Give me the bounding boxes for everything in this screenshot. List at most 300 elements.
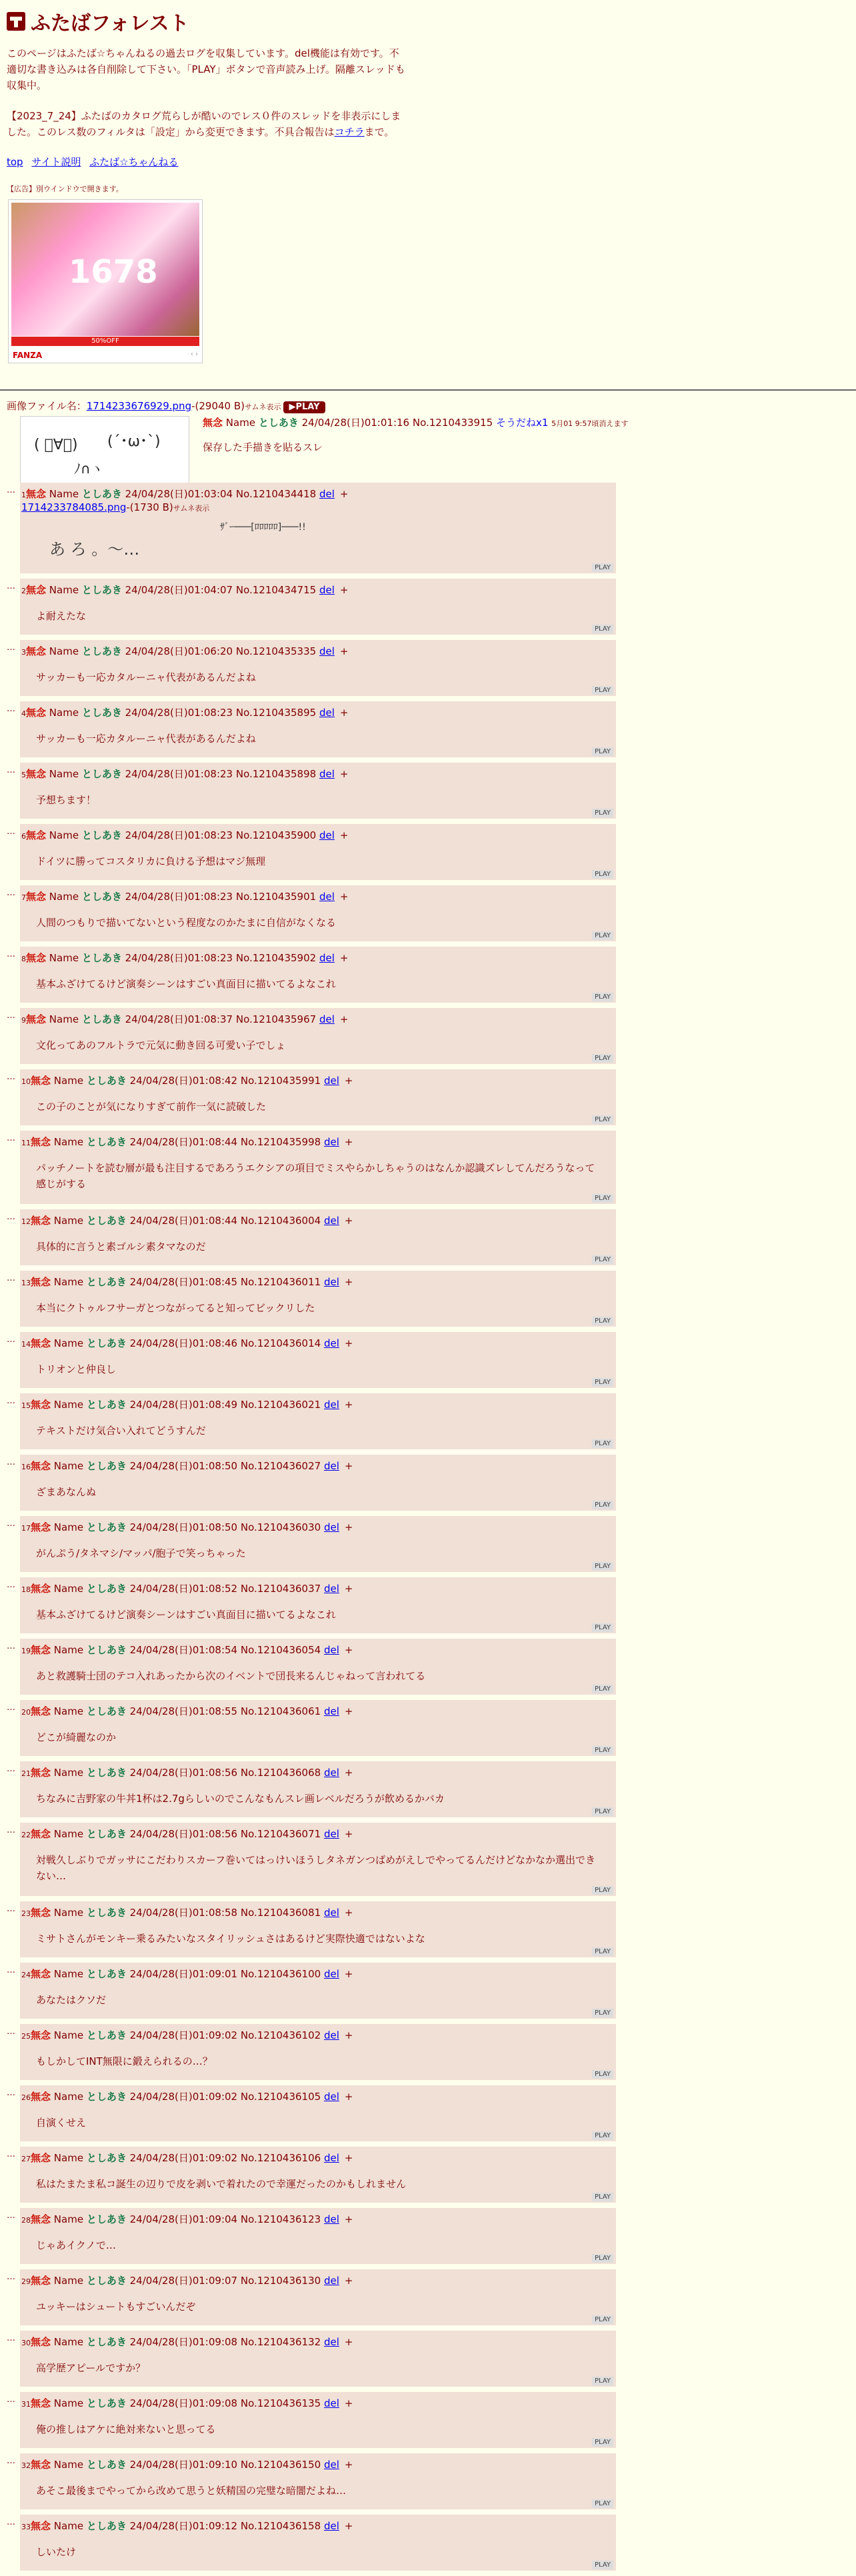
reply-number: 14: [21, 1340, 31, 1349]
reply-meta: [21, 2151, 353, 2165]
reply-play-button[interactable]: PLAY: [592, 2438, 613, 2447]
reply-datetime: 24/04/28(日)01:09:07 No.1210436130: [129, 2275, 321, 2287]
reply-number: 21: [21, 1769, 31, 1778]
reply-menu-icon[interactable]: …: [7, 1580, 15, 1590]
reply-menu-icon[interactable]: …: [7, 1641, 15, 1651]
reply-del-link[interactable]: del: [323, 2029, 339, 2041]
reply-subject: 無念: [31, 2275, 51, 2287]
reply-plus-button[interactable]: +: [344, 2029, 353, 2041]
reply-meta: [21, 1643, 353, 1657]
reply-name: としあき: [86, 1521, 127, 1533]
reply-subject: 無念: [31, 1276, 51, 1288]
reply-play-button[interactable]: PLAY: [592, 870, 613, 879]
reply-del-link[interactable]: del: [323, 2213, 339, 2225]
reply-datetime: 24/04/28(日)01:08:56 No.1210436071: [129, 1828, 321, 1840]
reply-plus-button[interactable]: +: [344, 2397, 353, 2409]
reply-del-link[interactable]: del: [319, 1013, 335, 1025]
reply-plus-button[interactable]: +: [344, 2336, 353, 2348]
reply-number: 30: [21, 2339, 31, 2347]
reply-name-label: Name: [53, 2213, 84, 2225]
reply-body: [20, 2453, 616, 2509]
reply-datetime: 24/04/28(日)01:08:45 No.1210436011: [129, 1276, 321, 1288]
reply-del-link[interactable]: del: [323, 2336, 339, 2348]
reply-datetime: 24/04/28(日)01:08:44 No.1210436004: [129, 1215, 321, 1227]
reply-menu-icon[interactable]: …: [7, 2333, 15, 2343]
reply-number: 29: [21, 2277, 31, 2286]
reply-play-button[interactable]: PLAY: [592, 2009, 613, 2017]
reply-datetime: 24/04/28(日)01:08:56 No.1210436068: [129, 1767, 321, 1779]
reply-del-link[interactable]: del: [323, 2152, 339, 2164]
reply-del-link[interactable]: del: [323, 1337, 339, 1349]
reply-name: としあき: [86, 2336, 127, 2348]
reply-plus-button[interactable]: +: [344, 1276, 353, 1288]
reply-datetime: 24/04/28(日)01:08:42 No.1210435991: [129, 1075, 321, 1087]
reply-del-link[interactable]: del: [323, 2520, 339, 2532]
reply-del-link[interactable]: del: [323, 1276, 339, 1288]
reply-play-button[interactable]: PLAY: [592, 1054, 613, 1063]
reply-row: [7, 1577, 616, 1633]
reply-plus-button[interactable]: +: [339, 488, 349, 500]
reply-datetime: 24/04/28(日)01:08:52 No.1210436037: [129, 1583, 321, 1595]
reply-name-label: Name: [53, 2029, 84, 2041]
reply-del-link[interactable]: del: [323, 1583, 339, 1595]
reply-row: [7, 701, 616, 757]
reply-del-link[interactable]: del: [323, 1399, 339, 1411]
reply-del-link[interactable]: del: [323, 2275, 339, 2287]
reply-name-label: Name: [53, 2152, 84, 2164]
reply-play-button[interactable]: PLAY: [592, 1886, 613, 1895]
reply-body: [20, 1455, 616, 1511]
reply-del-link[interactable]: del: [323, 1828, 339, 1840]
reply-number: 3: [21, 648, 26, 657]
reply-play-button[interactable]: PLAY: [592, 1807, 613, 1816]
reply-play-button[interactable]: PLAY: [592, 2499, 613, 2508]
reply-subject: 無念: [26, 952, 47, 964]
reply-datetime: 24/04/28(日)01:08:23 No.1210435895: [125, 707, 317, 719]
reply-menu-icon[interactable]: …: [7, 827, 15, 837]
reply-name-label: Name: [53, 1276, 84, 1288]
reply-message: よ耐えたな: [36, 610, 87, 622]
reply-subject: 無念: [26, 488, 47, 500]
reply-message: あと救護騎士団のテコ入れあったから次のイベントで団長来るんじゃねって言われてる: [36, 1670, 426, 1682]
reply-message: 本当にクトゥルフサーガとつながってると知ってビックリした: [36, 1302, 315, 1314]
reply-plus-button[interactable]: +: [339, 952, 349, 964]
reply-plus-button[interactable]: +: [344, 2520, 353, 2532]
reply-datetime: 24/04/28(日)01:09:08 No.1210436135: [129, 2397, 321, 2409]
reply-play-button[interactable]: PLAY: [592, 809, 613, 817]
reply-number: 18: [21, 1585, 31, 1594]
reply-del-link[interactable]: del: [319, 488, 335, 500]
reply-subject: 無念: [31, 1136, 51, 1148]
reply-plus-button[interactable]: +: [344, 1521, 353, 1533]
reply-number: 19: [21, 1647, 31, 1655]
reply-plus-button[interactable]: +: [344, 2459, 353, 2471]
reply-body: [20, 763, 616, 819]
reply-plus-button[interactable]: +: [344, 1215, 353, 1227]
reply-plus-button[interactable]: +: [344, 1399, 353, 1411]
reply-meta: [21, 1520, 353, 1534]
op-datetime: 24/04/28(日)01:01:16 No.1210433915: [301, 417, 493, 429]
reply-menu-icon[interactable]: …: [7, 2088, 15, 2098]
reply-message: ミサトさんがモンキー乗るみたいなスタイリッシュさはあるけど実際快適ではないよな: [36, 1933, 425, 1945]
reply-message: 予想ちます！: [36, 794, 97, 806]
reply-del-link[interactable]: del: [323, 2091, 339, 2103]
reply-play-button[interactable]: PLAY: [592, 1746, 613, 1755]
reply-menu-icon[interactable]: …: [7, 1212, 15, 1222]
reply-plus-button[interactable]: +: [344, 2275, 353, 2287]
reply-datetime: 24/04/28(日)01:08:23 No.1210435901: [125, 891, 317, 903]
reply-datetime: 24/04/28(日)01:09:12 No.1210436158: [129, 2520, 321, 2532]
reply-menu-icon[interactable]: …: [7, 2395, 15, 2405]
reply-subject: 無念: [26, 768, 47, 780]
reply-name: としあき: [86, 1767, 127, 1779]
reply-number: 11: [21, 1139, 31, 1147]
reply-number: 2: [21, 587, 26, 595]
reply-name: としあき: [81, 488, 122, 500]
reply-play-button[interactable]: PLAY: [592, 1317, 613, 1325]
reply-message: しいたけ: [36, 2546, 77, 2558]
reply-name: としあき: [86, 1907, 127, 1919]
reply-name-label: Name: [49, 829, 79, 841]
intro-text-2-prefix: 【2023_7_24】ふたばのカタログ荒らしが酷いのでレス０件のスレッドを非表示にしました。このレス数のフィルタは「設定」から変更できます。不具合報告は: [7, 110, 401, 138]
reply-menu-icon[interactable]: …: [7, 1904, 15, 1914]
reply-subject: 無念: [31, 1828, 51, 1840]
reply-row: [7, 824, 616, 880]
reply-name-label: Name: [53, 1644, 84, 1656]
reply-plus-button[interactable]: +: [339, 891, 349, 903]
intro-text-1: このページはふたば☆ちゃんねるの過去ログを収集しています。del機能は有効です。不適切な書き込みは各自削除して下さい。「PLAY」ボタンで音声読み上げ。隔離スレッドも収集中。: [7, 47, 405, 91]
reply-body: [20, 1577, 616, 1633]
reply-subject: 無念: [31, 1968, 51, 1980]
reply-name-label: Name: [53, 2275, 84, 2287]
reply-meta: [21, 1827, 353, 1841]
reply-plus-button[interactable]: +: [344, 1460, 353, 1472]
reply-body: [20, 2147, 616, 2203]
reply-play-button[interactable]: PLAY: [592, 625, 613, 633]
reply-name: としあき: [86, 2275, 127, 2287]
reply-plus-button[interactable]: +: [344, 1337, 353, 1349]
reply-play-button[interactable]: PLAY: [592, 2193, 613, 2201]
reply-menu-icon[interactable]: …: [7, 1965, 15, 1975]
reply-name-label: Name: [53, 1828, 84, 1840]
reply-row: [7, 1963, 616, 2019]
reply-menu-icon[interactable]: …: [7, 1273, 15, 1283]
reply-name: としあき: [86, 1136, 127, 1148]
reply-play-button[interactable]: PLAY: [592, 2254, 613, 2263]
reply-plus-button[interactable]: +: [344, 2091, 353, 2103]
reply-meta: [21, 1581, 353, 1595]
reply-plus-button[interactable]: +: [344, 1583, 353, 1595]
reply-menu-icon[interactable]: …: [7, 1011, 15, 1021]
reply-plus-button[interactable]: +: [344, 1907, 353, 1919]
reply-plus-button[interactable]: +: [339, 829, 349, 841]
reply-plus-button[interactable]: +: [344, 1075, 353, 1087]
reply-subject: 無念: [31, 1075, 51, 1087]
reply-del-link[interactable]: del: [319, 952, 335, 964]
reply-datetime: 24/04/28(日)01:09:02 No.1210436105: [129, 2091, 321, 2103]
reply-del-link[interactable]: del: [323, 1907, 339, 1919]
reply-menu-icon[interactable]: …: [7, 485, 15, 495]
reply-number: 16: [21, 1463, 31, 1471]
reply-number: 5: [21, 771, 26, 779]
reply-body: [20, 1008, 616, 1064]
reply-image-text[interactable]: あ ろ 。〜…: [49, 540, 140, 559]
reply-meta: [21, 1275, 353, 1289]
reply-del-link[interactable]: del: [323, 1968, 339, 1980]
reply-del-link[interactable]: del: [323, 1460, 339, 1472]
reply-body: [20, 1516, 616, 1572]
reply-plus-button[interactable]: +: [339, 707, 349, 719]
reply-body: [20, 2085, 616, 2141]
reply-name-label: Name: [53, 1136, 84, 1148]
op-file-link[interactable]: 1714233676929.png: [86, 400, 192, 412]
reply-name: としあき: [86, 1215, 127, 1227]
reply-subject: 無念: [31, 1521, 51, 1533]
reply-datetime: 24/04/28(日)01:04:07 No.1210434715: [125, 584, 317, 596]
reply-plus-button[interactable]: +: [344, 1767, 353, 1779]
reply-message: 文化ってあのフルトラで元気に動き回る可愛い子でしょ: [36, 1039, 286, 1051]
site-logo-icon: [7, 12, 25, 31]
reply-number: 26: [21, 2093, 31, 2102]
reply-datetime: 24/04/28(日)01:08:23 No.1210435902: [125, 952, 317, 964]
reply-datetime: 24/04/28(日)01:08:55 No.1210436061: [129, 1705, 321, 1717]
reply-image-text-2[interactable]: ｻﾞｰ───[ﾛﾛﾛﾛﾛ]───!!: [220, 522, 306, 533]
reply-name-label: Name: [53, 1705, 84, 1717]
reply-play-button[interactable]: PLAY: [592, 2315, 613, 2324]
op-thumbnail[interactable]: ( ﾟ∀ﾟ) (´･ω･`) ﾉ∩ヽ: [20, 416, 189, 485]
reply-body: [20, 1393, 616, 1449]
reply-message: 具体的に言うと素ゴルシ素タマなのだ: [36, 1241, 206, 1253]
reply-file-link[interactable]: 1714233784085.png: [21, 501, 127, 513]
reply-message: 対戦久しぶりでガッサにこだわりスカーフ巻いてはっけいほうしタネガンつばめがえしでやってるんだけどなかなか選出できない…: [36, 1854, 595, 1882]
reply-subject: 無念: [31, 1767, 51, 1779]
reply-row: [7, 1069, 616, 1125]
reply-play-button[interactable]: PLAY: [592, 1115, 613, 1124]
reply-subject: 無念: [31, 2459, 51, 2471]
reply-subject: 無念: [31, 2152, 51, 2164]
reply-del-link[interactable]: del: [323, 1136, 339, 1148]
reply-menu-icon[interactable]: …: [7, 1072, 15, 1082]
reply-file-info: [21, 501, 209, 513]
reply-plus-button[interactable]: +: [344, 1644, 353, 1656]
ad-banner[interactable]: [8, 199, 203, 363]
reply-body: [20, 1963, 616, 2019]
reply-play-button[interactable]: PLAY: [592, 1378, 613, 1387]
reply-menu-icon[interactable]: …: [7, 1396, 15, 1406]
reply-subject: 無念: [31, 2213, 51, 2225]
reply-del-link[interactable]: del: [323, 1075, 339, 1087]
reply-menu-icon[interactable]: …: [7, 1519, 15, 1529]
reply-subject: 無念: [26, 891, 47, 903]
reply-body: [20, 483, 616, 573]
reply-play-button[interactable]: PLAY: [592, 2131, 613, 2140]
reply-message: ドイツに勝ってコスタリカに負ける予想はマジ無理: [36, 855, 266, 867]
reply-name-label: Name: [53, 1337, 84, 1349]
reply-name: としあき: [86, 1276, 127, 1288]
reply-number: 8: [21, 955, 26, 963]
reply-name: としあき: [86, 1828, 127, 1840]
reply-del-link[interactable]: del: [319, 829, 335, 841]
reply-play-button[interactable]: PLAY: [592, 2561, 613, 2569]
reply-name-label: Name: [49, 1013, 79, 1025]
reply-body: [20, 1271, 616, 1327]
reply-plus-button[interactable]: +: [339, 1013, 349, 1025]
reply-menu-icon[interactable]: …: [7, 2272, 15, 2282]
reply-number: 10: [21, 1077, 31, 1086]
reply-message: ざまあなんぬ: [36, 1486, 97, 1498]
reply-row: [7, 1823, 616, 1896]
reply-menu-icon[interactable]: …: [7, 888, 15, 898]
reply-play-button[interactable]: PLAY: [592, 1255, 613, 1264]
reply-body: [20, 885, 616, 941]
reply-meta: [21, 767, 348, 781]
op-body: [7, 416, 807, 485]
reply-plus-button[interactable]: +: [344, 1136, 353, 1148]
reply-row: [7, 947, 616, 1003]
reply-del-link[interactable]: del: [323, 1705, 339, 1717]
reply-del-link[interactable]: del: [323, 1215, 339, 1227]
reply-number: 32: [21, 2461, 31, 2470]
reply-name-label: Name: [49, 488, 79, 500]
reply-menu-icon[interactable]: …: [7, 2149, 15, 2159]
op-text: [203, 416, 628, 485]
reply-play-button[interactable]: PLAY: [592, 1623, 613, 1632]
reply-message: 私はたまたま私コ誕生の辺りで皮を剥いで着れたので幸運だったのかもしれません: [36, 2178, 407, 2190]
reply-subject: 無念: [31, 1907, 51, 1919]
reply-name: としあき: [86, 1075, 127, 1087]
nav-link-futaba[interactable]: ふたば☆ちゃんねる: [89, 156, 179, 168]
reply-del-link[interactable]: del: [323, 2397, 339, 2409]
reply-name-label: Name: [49, 645, 79, 657]
reply-subject: 無念: [31, 1337, 51, 1349]
reply-message: あそこ最後までやってから改めて思うと妖精国の完璧な暗闇だよね…: [36, 2485, 347, 2497]
reply-menu-icon[interactable]: …: [7, 581, 15, 591]
reply-meta: [21, 1397, 353, 1411]
reply-plus-button[interactable]: +: [339, 645, 349, 657]
reply-datetime: 24/04/28(日)01:03:04 No.1210434418: [125, 488, 317, 500]
op-play-button[interactable]: ▶PLAY: [283, 401, 325, 413]
reply-body: [20, 2331, 616, 2387]
reply-name-label: Name: [53, 2336, 84, 2348]
reply-name-label: Name: [53, 2397, 84, 2409]
reply-plus-button[interactable]: +: [344, 1828, 353, 1840]
reply-play-button[interactable]: PLAY: [592, 1562, 613, 1571]
reply-name-label: Name: [49, 584, 79, 596]
reply-menu-icon[interactable]: …: [7, 1703, 15, 1713]
reply-row: [7, 763, 616, 819]
reply-body: [20, 1639, 616, 1695]
reply-del-link[interactable]: del: [319, 584, 335, 596]
reply-menu-icon[interactable]: …: [7, 2027, 15, 2037]
reply-meta: [21, 1967, 353, 1981]
reply-play-button[interactable]: PLAY: [592, 1947, 613, 1956]
reply-plus-button[interactable]: +: [339, 768, 349, 780]
op-sodane[interactable]: そうだねx1: [495, 417, 549, 429]
reply-datetime: 24/04/28(日)01:09:04 No.1210436123: [129, 2213, 321, 2225]
reply-meta: [21, 1135, 353, 1149]
reply-body: [20, 947, 616, 1003]
reply-play-button[interactable]: PLAY: [592, 563, 613, 572]
reply-row: [7, 579, 616, 635]
reply-del-link[interactable]: del: [323, 1644, 339, 1656]
reply-row: [7, 1901, 616, 1957]
nav-link-top[interactable]: top: [7, 156, 23, 168]
reply-datetime: 24/04/28(日)01:09:10 No.1210436150: [129, 2459, 321, 2471]
reply-menu-icon[interactable]: …: [7, 2517, 15, 2527]
reply-play-button[interactable]: PLAY: [592, 1194, 613, 1203]
reply-menu-icon[interactable]: …: [7, 765, 15, 775]
reply-menu-icon[interactable]: …: [7, 1335, 15, 1345]
reply-menu-icon[interactable]: …: [7, 2456, 15, 2466]
reply-subject: 無念: [31, 1215, 51, 1227]
reply-datetime: 24/04/28(日)01:09:02 No.1210436102: [129, 2029, 321, 2041]
reply-number: 20: [21, 1708, 31, 1717]
reply-del-link[interactable]: del: [323, 1767, 339, 1779]
reply-del-link[interactable]: del: [319, 768, 335, 780]
reply-plus-button[interactable]: +: [339, 584, 349, 596]
reply-menu-icon[interactable]: …: [7, 1764, 15, 1774]
reply-play-button[interactable]: PLAY: [592, 747, 613, 756]
reply-name: としあき: [86, 2091, 127, 2103]
reply-menu-icon[interactable]: …: [7, 1133, 15, 1143]
reply-del-link[interactable]: del: [319, 645, 335, 657]
reply-menu-icon[interactable]: …: [7, 1825, 15, 1835]
reply-del-link[interactable]: del: [319, 707, 335, 719]
reply-del-link[interactable]: del: [323, 1521, 339, 1533]
reply-datetime: 24/04/28(日)01:08:44 No.1210435998: [129, 1136, 321, 1148]
reply-meta: [21, 1905, 353, 1919]
reply-name: としあき: [86, 2029, 127, 2041]
reply-plus-button[interactable]: +: [344, 1705, 353, 1717]
reply-play-button[interactable]: PLAY: [592, 686, 613, 695]
reply-meta: [21, 1336, 353, 1350]
reply-play-button[interactable]: PLAY: [592, 2070, 613, 2079]
op-file-size: -(29040 B): [191, 400, 245, 412]
reply-plus-button[interactable]: +: [344, 2152, 353, 2164]
reply-play-button[interactable]: PLAY: [592, 2377, 613, 2385]
reply-meta: [21, 1765, 353, 1779]
reply-del-link[interactable]: del: [323, 2459, 339, 2471]
reply-del-link[interactable]: del: [319, 891, 335, 903]
nav-link-about[interactable]: サイト説明: [31, 156, 81, 168]
reply-menu-icon[interactable]: …: [7, 1457, 15, 1467]
reply-menu-icon[interactable]: …: [7, 949, 15, 959]
ad-nav-arrows-icon[interactable]: ‹ ›: [190, 351, 198, 358]
op-name-label: Name: [225, 417, 256, 429]
reply-meta: [21, 2519, 353, 2533]
reply-menu-icon[interactable]: …: [7, 643, 15, 653]
reply-name-label: Name: [53, 1968, 84, 1980]
reply-play-button[interactable]: PLAY: [592, 931, 613, 940]
reply-number: 12: [21, 1217, 31, 1226]
reply-menu-icon[interactable]: …: [7, 2211, 15, 2221]
reply-subject: 無念: [31, 2336, 51, 2348]
reply-name-label: Name: [49, 707, 79, 719]
bug-report-link[interactable]: コチラ: [334, 126, 365, 138]
reply-menu-icon[interactable]: …: [7, 704, 15, 714]
reply-play-button[interactable]: PLAY: [592, 1685, 613, 1693]
reply-plus-button[interactable]: +: [344, 1968, 353, 1980]
reply-play-button[interactable]: PLAY: [592, 993, 613, 1001]
reply-subject: 無念: [26, 584, 47, 596]
nav-links: [7, 155, 407, 169]
reply-subject: 無念: [26, 829, 47, 841]
reply-plus-button[interactable]: +: [344, 2213, 353, 2225]
reply-play-button[interactable]: PLAY: [592, 1501, 613, 1509]
reply-message: 基本ふざけてるけど演奏シーンはすごい真面目に描いてるよなこれ: [36, 1609, 336, 1621]
reply-play-button[interactable]: PLAY: [592, 1439, 613, 1448]
reply-meta: [21, 583, 348, 597]
